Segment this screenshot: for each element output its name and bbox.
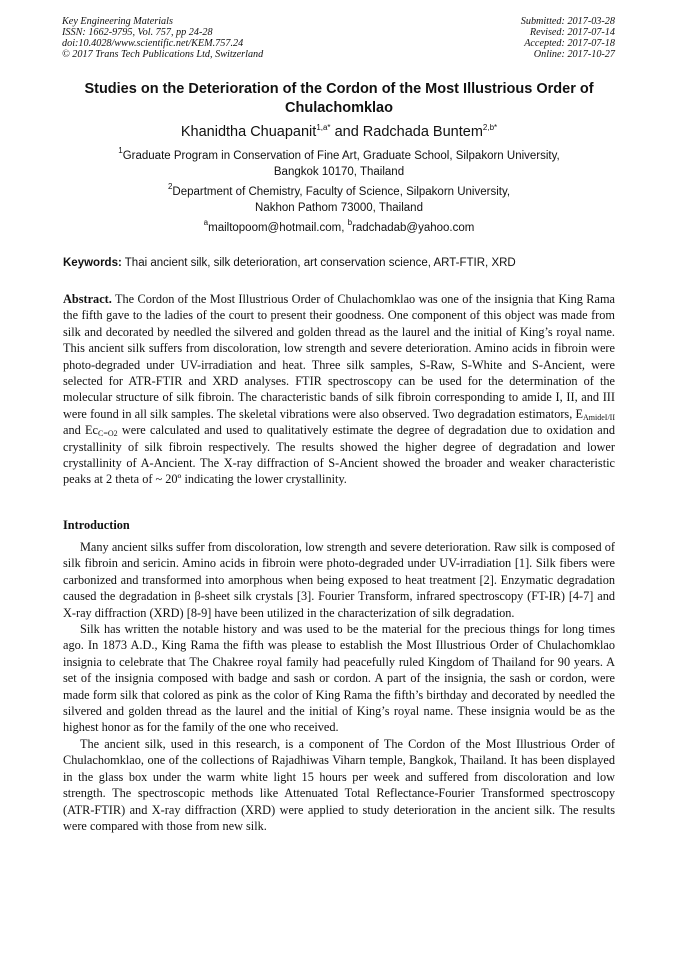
intro-paragraph-1: Many ancient silks suffer from discoloration, low strength and severe deterioration. Raw silk is composed of silk fibroin and sericin. Amino acids in fibroin were photo-degraded under UV-irradiation [1]. Silk fibers were carbonized and transformed into amorphous when being exposed to heat treatment [2]. Enzymatic degradation caused the degradation in β-sheet silk crystals [3]. Fourier Transform, infrared spectroscopy (FT-IR) [4-7] and X-ray diffraction (XRD) [8-9] have been utilized in the characterization of silk degradation. (63, 540, 615, 620)
author-2-marker: 2,b* (482, 123, 498, 132)
affiliation-2-marker: 2 (167, 182, 173, 191)
intro-paragraph-3: The ancient silk, used in this research, is a component of The Cordon of the Most Illustrious Order of Chulachomklao, one of the collections of Rajadhiwas Viharn temple, Bangkok, Thailand. It has been displayed in the glass box under the warm white light 15 hours per week and suffered from discoloration and low strength. The spectroscopic methods like Attenuated Total Reflectance-Fourier Transformed spectroscopy (ATR-FTIR) and X-ray diffraction (XRD) were applied to study deterioration in the ancient silk. The results were compared with those from new silk. (63, 736, 615, 833)
affiliation-1-marker: 1 (118, 146, 123, 155)
submission-dates (521, 16, 615, 60)
abstract-text-1: The Cordon of the Most Illustrious Order of Chulachomklao was one of the insignia that King Rama the fifth gave to the ladies of the court to present their goodness. One component of this object was made from silk and decorated by needled the silvered and golden thread as the laurel and the initial of King’s royal name. This ancient silk suffers from discoloration, low strength and severe deterioration. Amino acids in fibroin were photo-degraded under UV-irradiation and heat. Three silk samples, S-Raw, S-White and S-Ancient, were selected for ATR-FTIR and XRD analyses. FTIR spectroscopy can be used for the determination of the molecular structure of silk fibroin. The characteristic bands of silk fibroin corresponding to amide I, II, and III were found in all silk samples. The skeletal vibrations were also observed. Two degradation estimators, E (63, 292, 615, 421)
affiliation-2-line-2: Nakhon Pathom 73000, Thailand (255, 202, 423, 214)
submitted-date: Submitted: 2017-03-28 (520, 16, 615, 27)
copyright-line: © 2017 Trans Tech Publications Ltd, Switzerland (62, 49, 264, 60)
issn-line: ISSN: 1662-9795, Vol. 757, pp 24-28 (62, 27, 213, 38)
abstract-text-3: were calculated and used to qualitatively estimate the degree of degradation due to oxidation and crystallinity of silk fibroin respectively. The results showed the higher degree of degradation and lower crystallinity of A-Ancient. The X-ray diffraction of S-Ancient showed the broader and weaker characteristic peaks at 2 theta of ~ 20º indicating the lower crystallinity. (63, 423, 615, 487)
keywords-text: Thai ancient silk, silk deterioration, art conservation science, ART-FTIR, XRD (121, 257, 516, 269)
affiliation-1-line-1: Graduate Program in Conservation of Fine Art, Graduate School, Silpakorn University, (122, 150, 560, 162)
amide-subscript: AmideI/II (583, 412, 615, 422)
introduction-body (63, 539, 615, 834)
author-2: Radchada Buntem (362, 124, 483, 140)
carbonyl-subscript: C=O2 (97, 429, 118, 439)
affiliation-2 (60, 184, 618, 216)
paper-title: Studies on the Deterioration of the Cordon of the Most Illustrious Order of Chulachomklao (84, 81, 594, 116)
accepted-date: Accepted: 2017-07-18 (524, 38, 615, 49)
keywords (63, 256, 615, 271)
keywords-label: Keywords: (63, 257, 122, 269)
author-conjunction: and (330, 124, 363, 140)
email-line (60, 220, 618, 236)
online-date: Online: 2017-10-27 (533, 49, 615, 60)
author-1-marker: 1,a* (316, 123, 331, 132)
author-line (60, 123, 618, 141)
intro-paragraph-2: Silk has written the notable history and was used to be the material for the precious things for long times ago. In 1873 A.D., King Rama the fifth was please to establish the Most Illustrious Order of Chulachomklao insignia to celebrate that The Chakree royal family had peacefully ruled Kingdom of Thailand for 90 years. A set of the insignia composed with badge and sash or cordon. A part of the insignia, the sash or cordon, were made form silk that colored as pink as the color of King Rama the fifth’s birthday and decorated by needled the silvered and golden thread as the laurel and the initial of King’s royal name. These insignia would be as the highest honor as for the family of the one who received. (63, 622, 615, 735)
revised-date: Revised: 2017-07-14 (529, 27, 615, 38)
introduction-heading: Introduction (63, 518, 130, 532)
affiliation-2-line-1: Department of Chemistry, Faculty of Science, Silpakorn University, (172, 186, 511, 198)
abstract-text-2: and Ec (63, 423, 98, 438)
journal-info (62, 16, 263, 60)
email-a-marker: a (203, 218, 209, 227)
author-1: Khanidtha Chuapanit (180, 124, 317, 140)
email-b-marker: b (347, 218, 353, 227)
doi-line: doi:10.4028/www.scientific.net/KEM.757.24 (62, 38, 244, 49)
affiliation-1 (60, 148, 618, 180)
journal-name: Key Engineering Materials (62, 16, 173, 27)
email-b[interactable]: radchadab@yahoo.com (352, 222, 475, 234)
email-a[interactable]: mailtopoom@hotmail.com, (208, 222, 348, 234)
abstract (63, 291, 615, 488)
abstract-label: Abstract. (63, 292, 112, 306)
affiliation-1-line-2: Bangkok 10170, Thailand (273, 166, 405, 178)
